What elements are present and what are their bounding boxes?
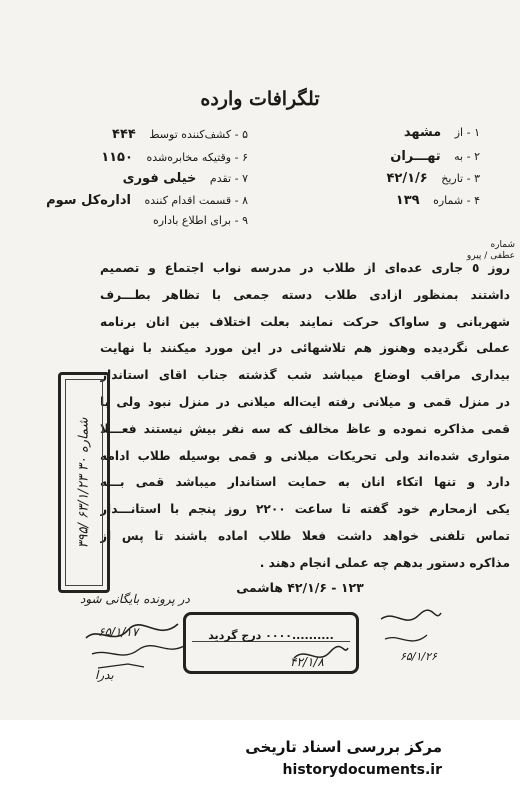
- field-number: [396, 193, 480, 208]
- field-from: [404, 125, 480, 140]
- handwritten-date: ۶۵/۱/۱۷: [98, 625, 139, 639]
- archive-footer: [0, 720, 520, 791]
- body-line: قمی مذاکره نموده و عاظ مخالف که سه نفر بیش نیستند فعـــلا: [100, 421, 510, 436]
- field-dept-label: ۸ - قسمت اقدام کننده: [144, 194, 248, 207]
- handwritten-date: ۶۵/۱/۲۶: [400, 650, 437, 663]
- handwritten-note: در پرونده بایگانی شود: [80, 592, 190, 606]
- archive-stamp: [58, 372, 110, 593]
- body-line: دارد و تنها اتکاء انان به حمایت استاندار میباشد قمی بـــه: [100, 475, 510, 490]
- field-dept: [46, 193, 248, 208]
- registry-stamp-text: ..........۰۰۰۰ درج گردید: [208, 629, 334, 642]
- signature-scribble: [290, 640, 350, 670]
- field-decoder-label: ۵ - کشف‌کننده توسط: [149, 128, 248, 141]
- archive-url[interactable]: historydocuments.ir: [282, 762, 442, 778]
- archive-stamp-text: شماره ۳۰ ۶۳/۱/۲۳ /۳۹۵: [76, 417, 92, 548]
- body-line: بیداری مراقب اوضاع میباشد شب گذشته جناب اقای استاندار: [100, 368, 510, 383]
- document-title: تلگرافات وارده: [200, 88, 320, 110]
- body-line: روز ٥ جاری عده‌ای از طلاب در مدرسه نواب اجتماع و تصمیم: [100, 261, 510, 275]
- body-line: در منزل قمی و میلانی رفته ایت‌اله میلانی در منزل نبود ولی با: [100, 394, 510, 409]
- field-priority: [123, 171, 248, 186]
- handwritten-date: ۴۲/۱/۸: [290, 655, 324, 669]
- field-to-label: ۲ - به: [454, 150, 480, 163]
- field-date-label: ۳ - تاریخ: [441, 172, 480, 185]
- archive-name: مرکز بررسی اسناد تاریخی: [245, 738, 442, 756]
- field-comm-time: [101, 150, 248, 165]
- body-line: یکی ازمحارم خود گفته تا ساعت ۲۲۰۰ روز پنجم با استانـــدار: [100, 502, 510, 517]
- field-inform: [143, 213, 248, 228]
- reference-number-label: شماره: [490, 240, 515, 250]
- telegram-body: [100, 255, 510, 577]
- field-comm-time-value: ۱۱۵۰: [101, 150, 133, 165]
- field-date: [386, 171, 480, 186]
- handwritten-note: بدرا: [95, 668, 114, 682]
- body-line: متواری شده‌اند ولی تحریکات میلانی و قمی بوسیله طلاب ادامه: [100, 448, 510, 463]
- field-to-value: تهـــران: [390, 149, 441, 164]
- body-line: عملی نگردیده وهنوز هم تلاشهائی در این مورد میکنند با نهایت: [100, 341, 510, 356]
- field-to: [390, 149, 480, 164]
- field-number-label: ۴ - شماره: [433, 194, 480, 207]
- field-decoder-value: ۴۴۴: [112, 127, 136, 142]
- signoff-line: ۱۲۳ - ۴۲/۱/۶ هاشمی: [236, 580, 364, 595]
- field-from-value: مشهد: [403, 125, 442, 140]
- body-line: داشتند بمنظور ازادی طلاب دسته جمعی با تظاهر بطـــرف: [100, 287, 510, 302]
- field-priority-label: ۷ - تقدم: [209, 172, 248, 185]
- field-from-label: ۱ - از: [454, 126, 480, 139]
- body-line: مذاکره دستور بدهم چه عملی انجام دهند .: [259, 555, 510, 570]
- field-inform-label: ۹ - برای اطلاع باداره: [152, 214, 248, 227]
- field-dept-value: اداره‌کل سوم: [46, 193, 132, 208]
- body-line: تماس تلفنی خواهد داشت فعلا طلاب اماده باشند تا پس از: [100, 528, 510, 543]
- field-comm-time-label: ۶ - وقتیکه مخابره‌شده: [146, 151, 248, 164]
- field-decoder: [112, 127, 248, 142]
- signature-scribble: [375, 605, 445, 665]
- field-number-value: ۱۳۹: [395, 193, 420, 208]
- field-priority-value: خیلی فوری: [122, 171, 197, 186]
- reference-note: عطفی / پیرو: [466, 251, 515, 261]
- signature-scribble: [78, 596, 198, 676]
- field-date-value: ۴۲/۱/۶: [386, 171, 428, 186]
- body-line: شهربانی و ساواک حرکت نمایند بعلت اختلاف بین انان برنامه: [100, 314, 510, 329]
